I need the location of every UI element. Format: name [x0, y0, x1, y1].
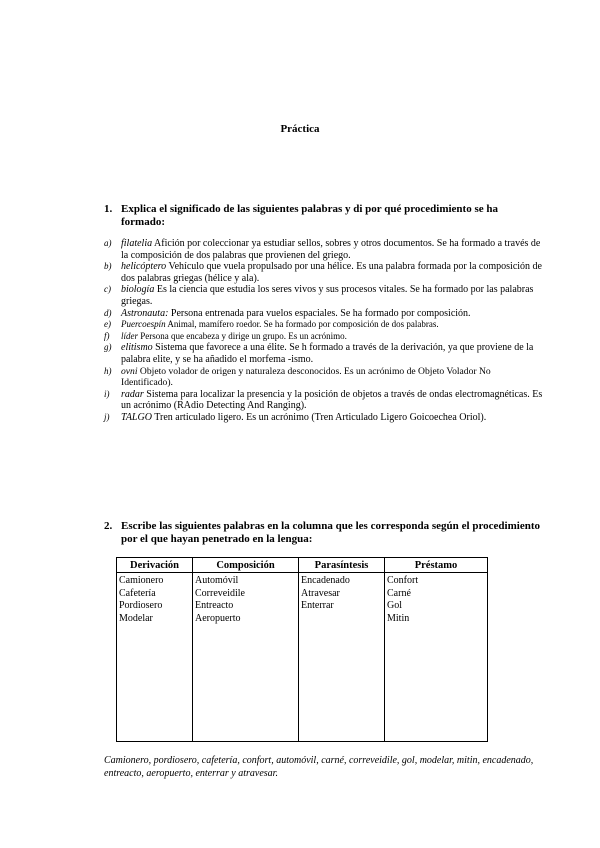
item-definition: Animal, mamífero roedor. Se ha formado por composición de dos palabras. [165, 319, 439, 330]
list-item [104, 238, 544, 261]
word-list-footer: Camionero, pordiosero, cafetería, confort, automóvil, carné, correveidile, gol, modelar, mitin, encadenado, entreacto, aeropuerto, enterrar y atravesar. [104, 755, 534, 779]
item-word: TALGO [121, 411, 152, 423]
column-header-prestamo: Préstamo [385, 558, 488, 573]
item-definition: Es la ciencia que estudia los seres vivos y sus procesos vitales. Se ha formado por las palabras griegas. [121, 284, 534, 307]
question-2 [104, 520, 540, 546]
item-word: líder [121, 330, 138, 341]
column-header-composicion: Composición [193, 558, 299, 573]
item-definition: Sistema para localizar la presencia y la posición de objetos a través de ondas electromagnéticas. Es un acrónimo (RAdio Detecting And Ranging). [121, 388, 543, 412]
table-cell-word: Gol [387, 600, 402, 611]
item-definition: Objeto volador de origen y naturaleza desconocidos. Es un acrónimo de Objeto Volador No Identificado). [121, 365, 491, 389]
item-label: b) [104, 261, 112, 272]
list-item [104, 261, 544, 284]
list-item [104, 389, 544, 412]
table-cell-word: Encadenado [301, 575, 350, 586]
item-word: filatelia [121, 238, 153, 249]
table-cell-word: Modelar [119, 612, 153, 624]
table-cell-word: Mitin [387, 612, 410, 624]
list-item [104, 308, 544, 320]
item-word: Puercoespín [121, 319, 166, 330]
item-word: biología [121, 284, 155, 296]
item-definition: Persona que encabeza y dirige un grupo. Es un acrónimo. [138, 330, 347, 341]
item-word: Astronauta: [121, 307, 169, 319]
item-label: i) [104, 388, 110, 399]
table-cell-word: Camionero [119, 575, 164, 586]
table-cell-word: Pordiosero [119, 600, 163, 611]
list-item [104, 366, 544, 389]
column-prestamo [385, 573, 488, 742]
item-label: e) [104, 319, 111, 330]
question-1-number: 1. [104, 203, 113, 215]
list-item [104, 342, 544, 365]
item-label: c) [104, 284, 111, 295]
answer-list [104, 238, 544, 424]
item-word: radar [121, 388, 144, 400]
item-label: j) [104, 411, 110, 422]
item-word: elitismo [121, 342, 153, 354]
item-definition: Vehículo que vuela propulsado por una hélice. Es una palabra formada por la composición de dos palabras griegas (hélice y ala). [121, 261, 542, 284]
column-parasintesis [299, 573, 385, 742]
item-label: f) [104, 330, 110, 341]
item-definition: Persona entrenada para vuelos espaciales. Se ha formado por composición. [168, 307, 471, 319]
question-1-text: Explica el significado de las siguientes palabras y di por qué procedimiento se ha formado: [121, 203, 498, 228]
item-word: helicóptero [121, 261, 167, 273]
table-cell-word: Aeropuerto [195, 612, 241, 624]
table-cell-word: Correveidile [195, 587, 245, 599]
list-item [104, 284, 544, 307]
question-1 [104, 203, 540, 229]
item-word: ovni [121, 365, 138, 377]
table-cell-word: Confort [387, 575, 419, 586]
table-cell-word: Carné [387, 587, 411, 599]
column-header-parasintesis: Parasíntesis [299, 558, 385, 573]
table-cell-word: Automóvil [195, 575, 239, 586]
list-item [104, 319, 544, 331]
item-definition: Tren articulado ligero. Es un acrónimo (Tren Articulado Ligero Goicoechea Oriol). [151, 411, 487, 423]
item-definition: Sistema que favorece a una élite. Se h formado a través de la derivación, ya que proviene de la palabra elite, y se ha añadido el morfema -ismo. [121, 342, 534, 365]
list-item [104, 412, 544, 424]
item-label: a) [104, 238, 112, 248]
table-cell-word: Atravesar [301, 587, 340, 599]
question-2-number: 2. [104, 520, 113, 532]
table-cell-word: Enterrar [301, 600, 334, 611]
item-label: d) [104, 307, 112, 318]
list-item [104, 331, 544, 343]
table-cell-word: Entreacto [195, 600, 234, 611]
page-title: Práctica [280, 123, 320, 135]
table-cell-word: Cafetería [119, 587, 156, 599]
column-composicion [193, 573, 299, 742]
classification-table [116, 557, 488, 742]
item-label: h) [104, 365, 112, 376]
item-definition: Afición por coleccionar ya estudiar sellos, sobres y otros documentos. Se ha formado a través de la composición de dos palabras que provienen del griego. [121, 238, 541, 261]
column-header-derivacion: Derivación [117, 558, 193, 573]
question-2-text: Escribe las siguientes palabras en la columna que les corresponda según el procedimiento por el que hayan penetrado en la lengua: [121, 520, 540, 545]
column-derivacion [117, 573, 193, 742]
item-label: g) [104, 342, 112, 353]
